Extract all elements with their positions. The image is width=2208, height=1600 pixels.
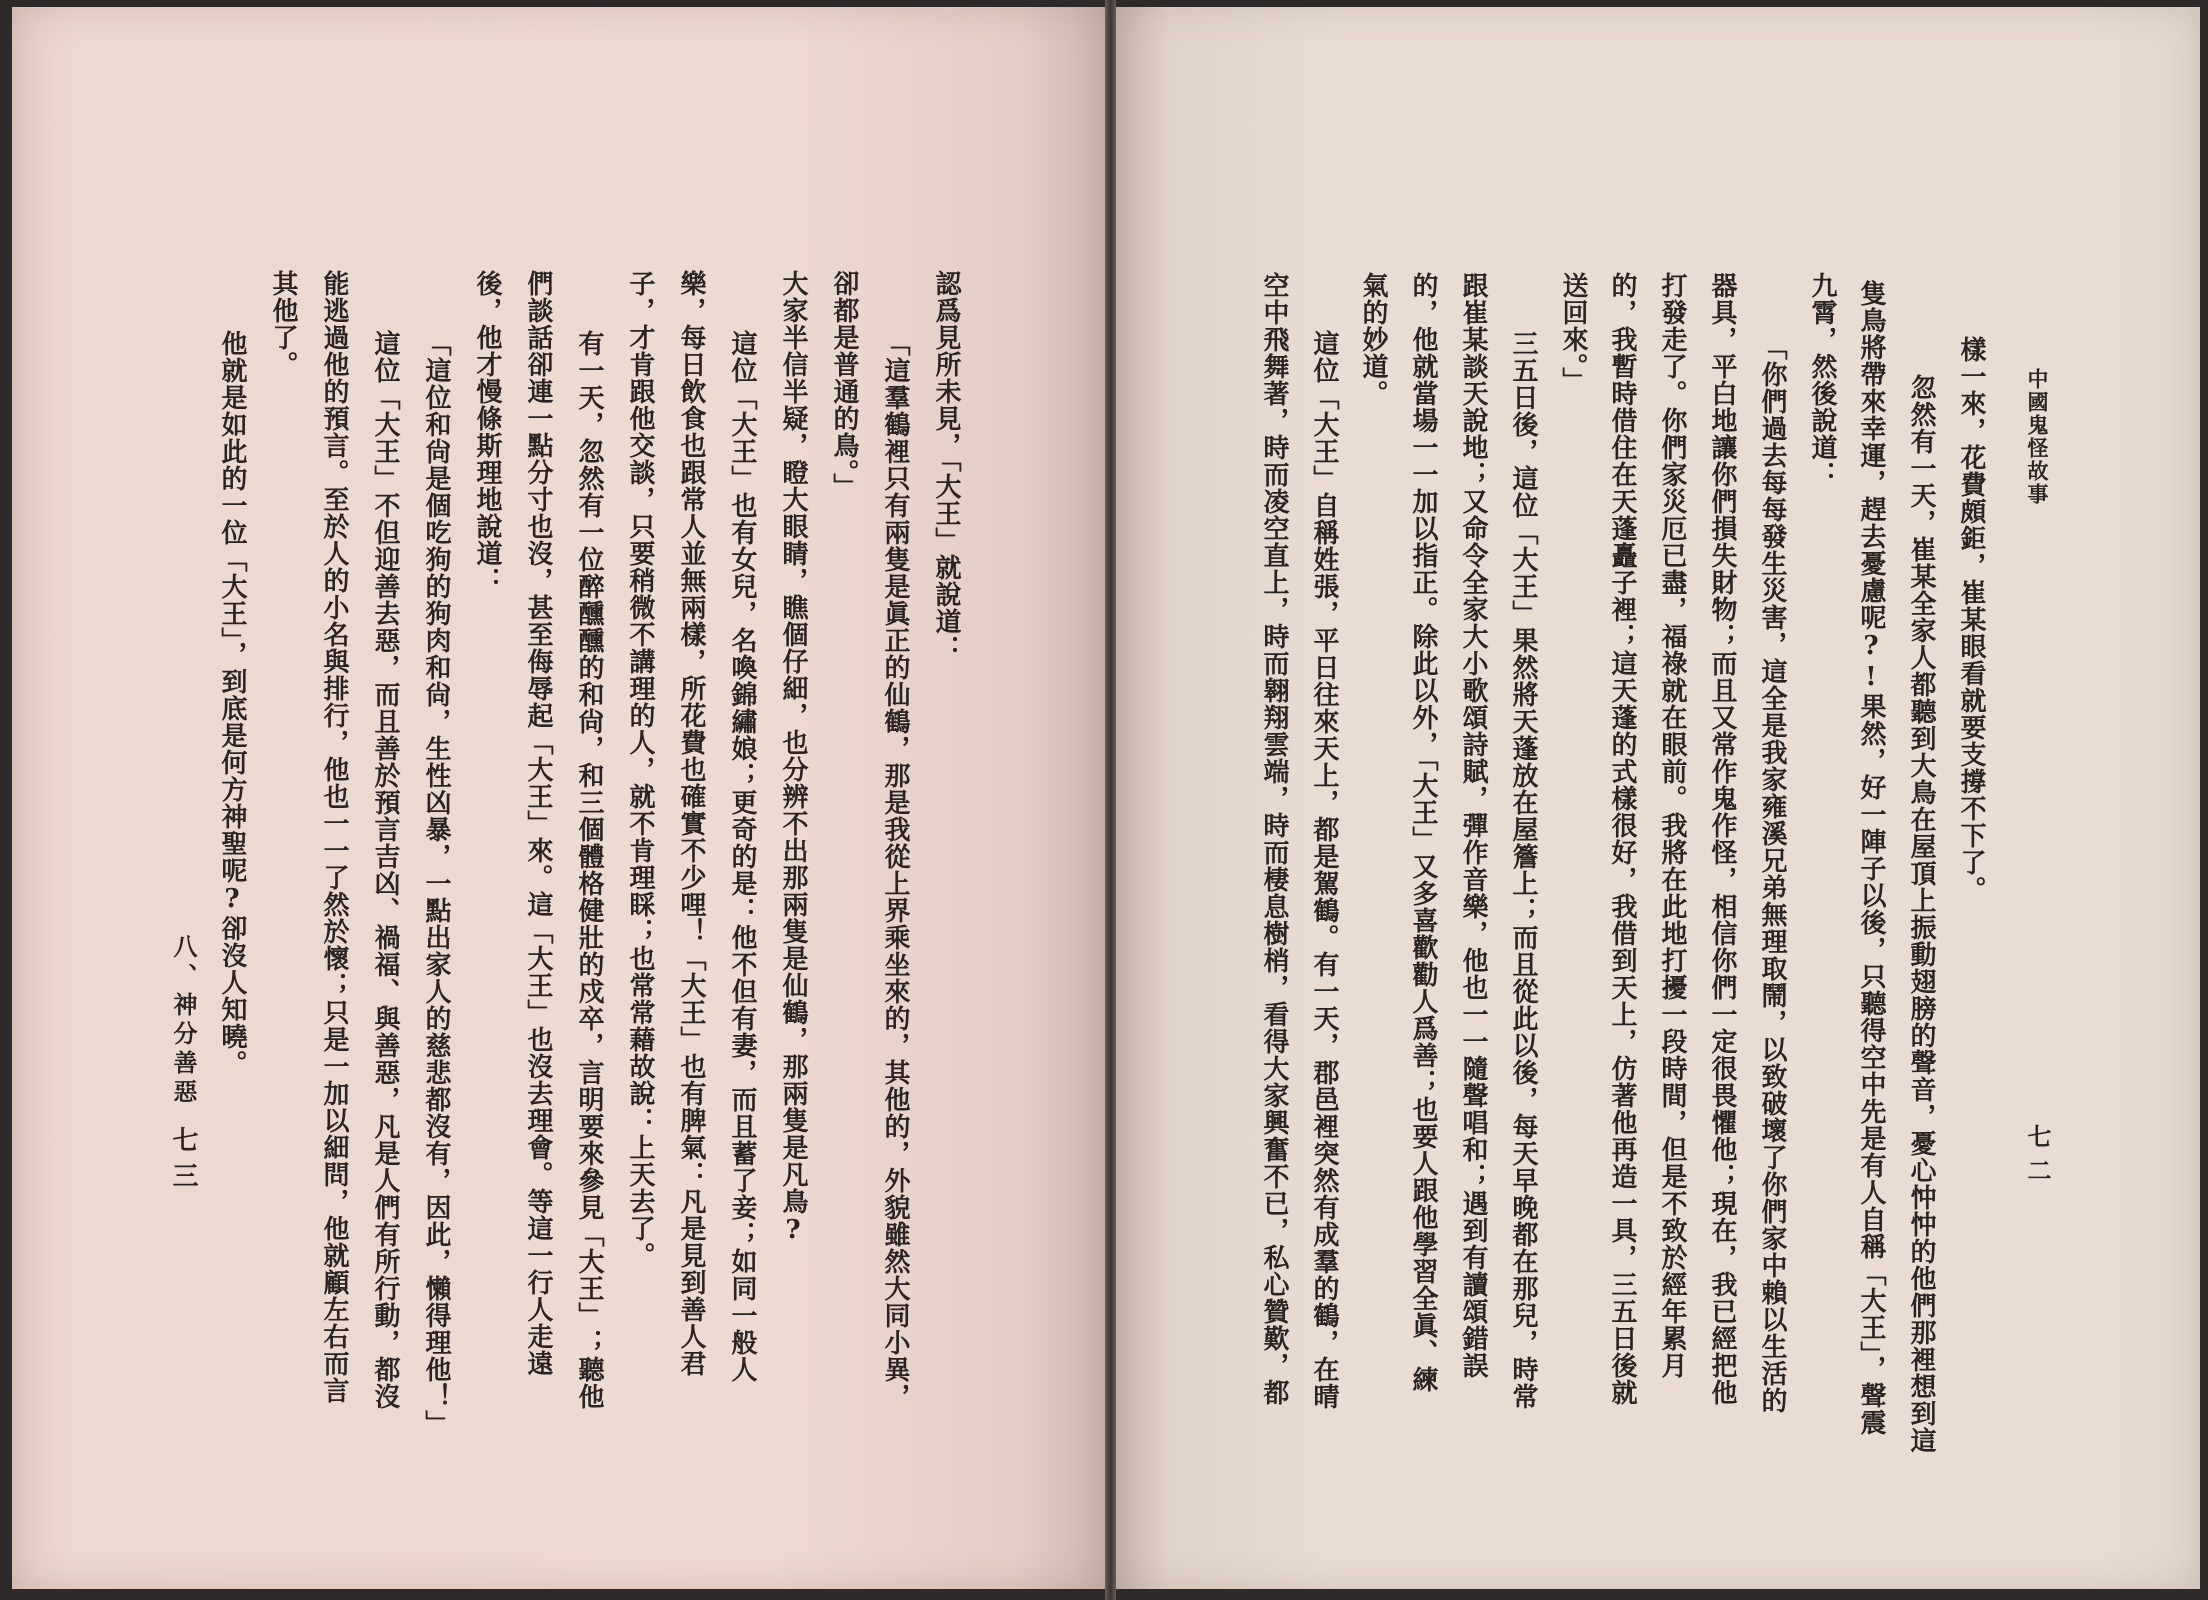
text-column: 跟崔某談天說地；又命令全家大小歌頌詩賦，彈作音樂，他也一一隨聲唱和；遇到有讀頌錯誤 (1458, 272, 1488, 1379)
text-column: 九霄，然後說道： (1807, 272, 1837, 488)
text-column: 樣一來，花費頗鉅，崔某眼看就要支撐不下了。 (1956, 336, 1986, 903)
running-header-title: 中國鬼怪故事 (2025, 368, 2050, 506)
right-page-number: 七二 (2023, 1124, 2052, 1192)
text-column: 卻都是普通的鳥。」 (829, 270, 859, 500)
text-column: 「這羣鶴裡只有兩隻是眞正的仙鶴，那是我從上界乘坐來的，其他的，外貌雖然大同小異， (880, 330, 910, 1410)
text-column: 的，我暫時借住在天蓬矗子裡；這天蓬的式樣很好，我借到天上，仿著他再造一具，三五日後就 (1607, 272, 1637, 1406)
text-column: 的，他就當場一一加以指正。除此以外，「大王」又多喜歡勸人爲善；也要人跟他學習全眞、練 (1408, 272, 1438, 1393)
text-column: 器具，平白地讓你們損失財物；而且又常作鬼作怪，相信你們一定很畏懼他；現在，我已經把他 (1707, 272, 1737, 1406)
text-column: 這位「大王」也有女兒，名喚錦繡娘；更奇的是：他不但有妻，而且蓄了妾；如同一般人 (727, 330, 757, 1383)
running-footer-chapter-title: 八、神分善惡 (169, 934, 198, 1108)
left-page (12, 7, 1105, 1589)
text-column: 忽然有一天，崔某全家人都聽到大鳥在屋頂上振動翅膀的聲音，憂心忡忡的他們那裡想到這 (1906, 374, 1936, 1454)
text-column: 「你們過去每每發生災害，這全是我家雍溪兄弟無理取鬧，以致破壞了你們家中賴以生活的 (1757, 334, 1787, 1414)
text-column: 能逃過他的預言。至於人的小名與排行，他也一一了然於懷；只是一加以細問，他就顧左右而言 (319, 270, 349, 1404)
text-column: 有一天，忽然有一位醉醺醺的和尙，和三個體格健壯的戍卒，言明要來參見「大王」；聽他 (574, 330, 604, 1410)
text-column: 這位「大王」自稱姓張，平日往來天上，都是駕鶴。有一天，郡邑裡突然有成羣的鶴，在晴 (1309, 330, 1339, 1410)
text-column: 樂，每日飲食也跟常人並無兩樣，所花費也確實不少哩！「大王」也有脾氣：凡是見到善人君 (676, 270, 706, 1377)
text-column: 後，他才慢條斯理地說道： (472, 270, 502, 594)
text-column: 這位「大王」不但迎善去惡，而且善於預言吉凶、禍福、與善惡，凡是人們有所行動，都沒 (370, 330, 400, 1410)
text-column: 們談話卻連一點分寸也沒，甚至侮辱起「大王」來。這「大王」也沒去理會。等這一行人走遠 (523, 270, 553, 1377)
text-column: 三五日後，這位「大王」果然將天蓬放在屋簷上；而且從此以後，每天早晚都在那兒，時常 (1508, 330, 1538, 1410)
text-column: 大家半信半疑，瞪大眼睛，瞧個仔細，也分辨不出那兩隻是仙鶴，那兩隻是凡鳥? (778, 270, 808, 1246)
left-page-number: 七三 (168, 1126, 198, 1198)
text-column: 「這位和尙是個吃狗的狗肉和尙，生性凶暴，一點出家人的慈悲都沒有，因此，懶得理他！」 (421, 330, 451, 1437)
text-column: 認爲見所未見，「大王」就說道： (931, 270, 961, 662)
text-column: 打發走了。你們家災厄已盡，福祿就在眼前。我將在此地打擾一段時間，但是不致於經年累月 (1657, 272, 1687, 1379)
book-gutter (1105, 0, 1116, 1600)
text-column: 其他了。 (268, 270, 298, 378)
text-column: 他就是如此的一位「大王」，到底是何方神聖呢?卻沒人知曉。 (217, 330, 247, 1077)
text-column: 空中飛舞著，時而凌空直上，時而翱翔雲端，時而棲息樹梢，看得大家興奮不已，私心贊歎，都 (1259, 272, 1289, 1406)
text-column: 氣的妙道。 (1358, 272, 1388, 407)
text-column: 子，才肯跟他交談，只要稍微不講理的人，就不肯理睬；也常常藉故說：上天去了。 (625, 270, 655, 1269)
text-column: 送回來。」 (1558, 272, 1588, 394)
text-column: 隻鳥將帶來幸運，趕去憂慮呢?!果然，好一陣子以後，只聽得空中先是有人自稱「大王」，聲震 (1856, 280, 1886, 1436)
